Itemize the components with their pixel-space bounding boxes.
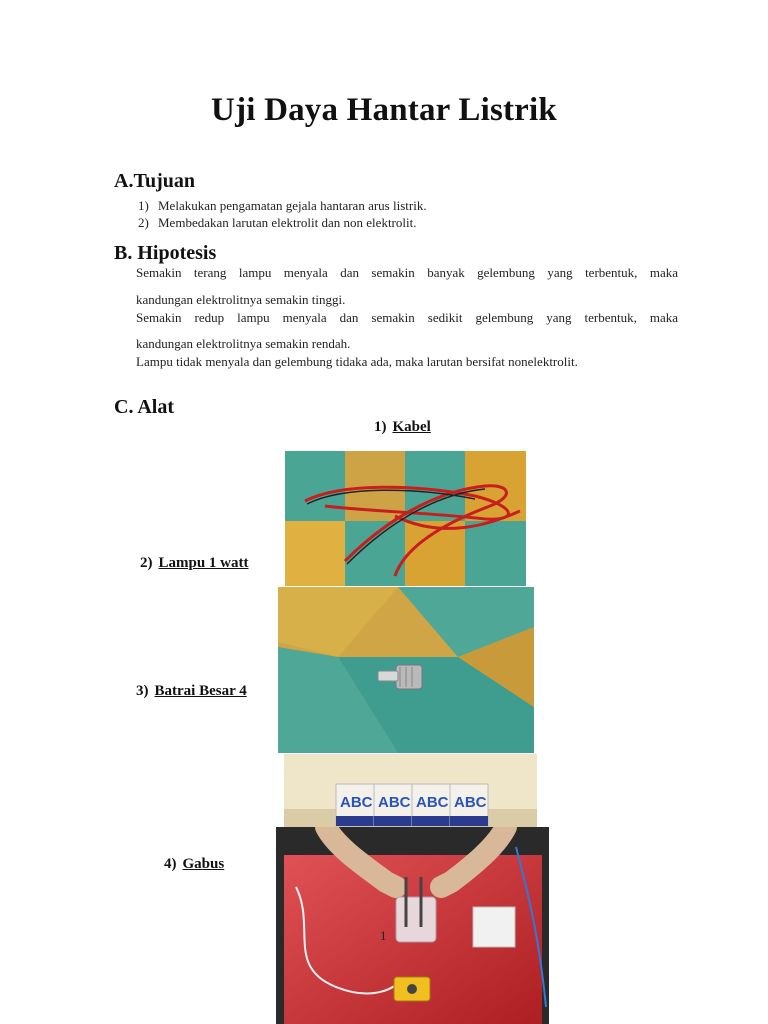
tool-4-name: Gabus	[182, 856, 225, 872]
tool-2-name: Lampu 1 watt	[158, 555, 249, 571]
battery-3-brand: ABC	[416, 794, 449, 811]
tool-label-lampu	[140, 555, 249, 572]
tujuan-item-2-text: Membedakan larutan elektrolit dan non elektrolit.	[158, 215, 417, 230]
photo-batrai	[284, 754, 537, 827]
tujuan-item-1-number: 1)	[138, 198, 149, 213]
hipotesis-line-5: Lampu tidak menyala dan gelembung tidaka ada, maka larutan bersifat nonelektrolit.	[136, 354, 578, 369]
tool-3-number: 3)	[136, 683, 149, 699]
photo-lampu	[278, 587, 534, 753]
section-a-heading: A.Tujuan	[114, 170, 195, 192]
tool-label-kabel	[374, 419, 431, 436]
tool-4-number: 4)	[164, 856, 177, 872]
battery-photo-graphic	[284, 754, 537, 827]
tool-2-number: 2)	[140, 555, 153, 571]
setup-photo-graphic	[276, 827, 549, 1024]
battery-4-brand: ABC	[454, 794, 487, 811]
tool-1-number: 1)	[374, 419, 387, 435]
hipotesis-line-2: kandungan elektrolitnya semakin tinggi.	[136, 292, 346, 307]
hipotesis-line-1: Semakin terang lampu menyala dan semakin banyak gelembung yang terbentuk, maka	[136, 265, 678, 280]
lamp-photo-graphic	[278, 587, 534, 753]
tujuan-item-2	[138, 214, 416, 231]
battery-1-brand: ABC	[340, 794, 373, 811]
tool-3-name: Batrai Besar 4	[154, 683, 247, 699]
document-title: Uji Daya Hantar Listrik	[211, 92, 557, 128]
tujuan-item-1	[138, 197, 427, 214]
hipotesis-line-3: Semakin redup lampu menyala dan semakin sedikit gelembung yang terbentuk, maka	[136, 310, 678, 325]
hipotesis-line-4: kandungan elektrolitnya semakin rendah.	[136, 336, 351, 351]
battery-2-brand: ABC	[378, 794, 411, 811]
tujuan-item-2-number: 2)	[138, 215, 149, 230]
tool-1-name: Kabel	[392, 419, 431, 435]
section-c-heading: C. Alat	[114, 396, 174, 418]
photo-kabel	[285, 451, 526, 586]
tujuan-item-1-text: Melakukan pengamatan gejala hantaran arus listrik.	[158, 198, 427, 213]
tool-label-gabus	[164, 856, 224, 873]
photo-gabus	[276, 827, 549, 1024]
section-b-heading: B. Hipotesis	[114, 242, 217, 264]
cable-photo-graphic	[285, 451, 526, 586]
tool-label-batrai	[136, 683, 247, 700]
page-number: 1	[380, 928, 387, 943]
